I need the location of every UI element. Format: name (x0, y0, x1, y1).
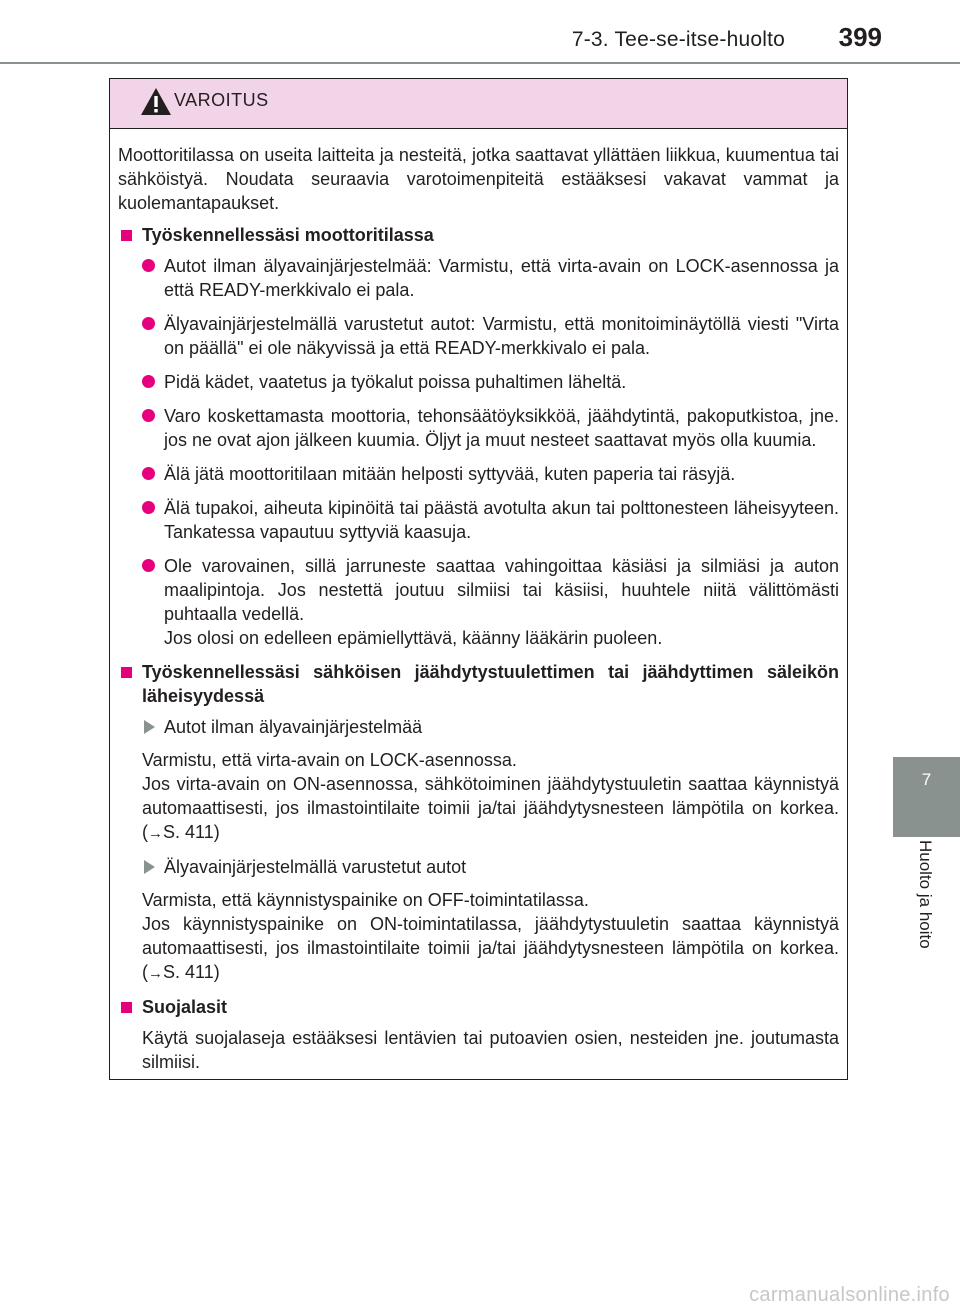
sub-heading-label: Älyavainjärjestelmällä varustetut autot (164, 857, 467, 877)
circle-bullet-icon (142, 375, 155, 388)
square-bullet-icon (121, 667, 132, 678)
warning-box (109, 78, 848, 1080)
list-item (118, 404, 839, 452)
list-item (118, 254, 839, 302)
warning-intro: Moottoritilassa on useita laitteita ja nesteitä, jotka saattavat yllättäen liikkua, kuumentua tai sähköistyä. Noudata seuraavia varotoimenpiteitä estääksesi vakavat vammat ja kuolemantapaukset. (118, 145, 839, 213)
watermark: carmanualsonline.info (749, 1284, 950, 1306)
section-heading (118, 660, 839, 708)
triangle-right-icon (144, 860, 155, 874)
list-item (118, 312, 839, 360)
header-divider (0, 62, 960, 64)
paragraph-line: Käytä suojalaseja estääksesi lentävien tai putoavien osien, nesteiden jne. joutumasta silmiisi. (142, 1028, 839, 1072)
list-item-text: Varo koskettamasta moottoria, tehonsäätöyksikköä, jäähdytintä, pakoputkistoa, jne. jos ne ovat ajon jälkeen kuumia. Öljyt ja muut nesteet saattavat myös olla kuumia. (164, 406, 839, 450)
circle-bullet-icon (142, 559, 155, 572)
sub-heading-label: Autot ilman älyavainjärjestelmää (164, 717, 423, 737)
list-item (118, 462, 839, 486)
circle-bullet-icon (142, 259, 155, 272)
paragraph-line: Varmistu, että virta-avain on LOCK-asennossa. (142, 750, 517, 770)
arrow-right-icon: → (148, 965, 163, 982)
list-item-text: Jos olosi on edelleen epämiellyttävä, käänny lääkärin puoleen. (164, 628, 663, 648)
section-header: 7-3. Tee-se-itse-huolto (571, 28, 785, 51)
warning-triangle-icon (140, 86, 172, 118)
sub-heading (118, 715, 839, 739)
paragraph (118, 888, 839, 986)
paragraph-line: Jos käynnistyspainike on ON-toimintatilassa, jäähdytystuuletin saattaa käynnistyä automaattisesti, jos ilmastointilaite toimii ja/tai jäähdytysnesteen lämpötila on korkea. (→S. 411) (142, 914, 839, 982)
paragraph (118, 748, 839, 846)
page-reference[interactable]: S. 411) (163, 822, 220, 842)
circle-bullet-icon (142, 467, 155, 480)
list-item-text: Pidä kädet, vaatetus ja työkalut poissa puhaltimen läheltä. (164, 372, 627, 392)
circle-bullet-icon (142, 501, 155, 514)
paragraph-line: Varmista, että käynnistyspainike on OFF-toimintatilassa. (142, 890, 589, 910)
square-bullet-icon (121, 1002, 132, 1013)
chapter-title: Huolto ja hoito (916, 840, 935, 949)
circle-bullet-icon (142, 317, 155, 330)
warning-title: VAROITUS (174, 90, 269, 110)
list-item (118, 370, 839, 394)
warning-body (110, 129, 847, 1074)
list-item-text: Autot ilman älyavainjärjestelmää: Varmistu, että virta-avain on LOCK-asennossa ja että READY-merkkivalo ei pala. (164, 256, 839, 300)
page-number: 399 (838, 22, 882, 52)
section-heading (118, 995, 839, 1019)
list-item (118, 554, 839, 650)
chapter-label (893, 840, 960, 1040)
chapter-tab (893, 757, 960, 837)
chapter-number: 7 (921, 770, 932, 789)
circle-bullet-icon (142, 409, 155, 422)
section-title: Työskennellessäsi moottoritilassa (142, 225, 434, 245)
arrow-right-icon: → (148, 825, 163, 842)
list-item (118, 496, 839, 544)
paragraph-line: Jos virta-avain on ON-asennossa, sähkötoiminen jäähdytystuuletin saattaa käynnistyä automaattisesti, jos ilmastointilaite toimii ja/tai jäähdytysnesteen lämpötila on korkea. (→S. 411) (142, 774, 839, 842)
sub-heading (118, 855, 839, 879)
section-heading (118, 223, 839, 247)
list-item-text: Älä jätä moottoritilaan mitään helposti syttyvää, kuten paperia tai räsyjä. (164, 464, 736, 484)
list-item-text: Älyavainjärjestelmällä varustetut autot: Varmistu, että monitoiminäytöllä viesti "Virta on päällä" ei ole näkyvissä ja että READY-merkkivalo ei pala. (164, 314, 839, 358)
warning-header (110, 79, 847, 129)
page-reference[interactable]: S. 411) (163, 962, 220, 982)
section-title: Suojalasit (142, 997, 228, 1017)
list-item-text: Ole varovainen, sillä jarruneste saattaa vahingoittaa käsiäsi ja silmiäsi ja auton maalipintoja. Jos nestettä joutuu silmiisi tai käsiisi, huuhtele niitä välittömästi puhtaalla vedellä. (164, 556, 839, 624)
triangle-right-icon (144, 720, 155, 734)
square-bullet-icon (121, 230, 132, 241)
paragraph (118, 1026, 839, 1074)
section-title: Työskennellessäsi sähköisen jäähdytystuulettimen tai jäähdyttimen säleikön läheisyydessä (142, 662, 839, 706)
list-item-text: Älä tupakoi, aiheuta kipinöitä tai päästä avotulta akun tai polttonesteen läheisyyteen. Tankatessa vapautuu syttyviä kaasuja. (164, 498, 839, 542)
